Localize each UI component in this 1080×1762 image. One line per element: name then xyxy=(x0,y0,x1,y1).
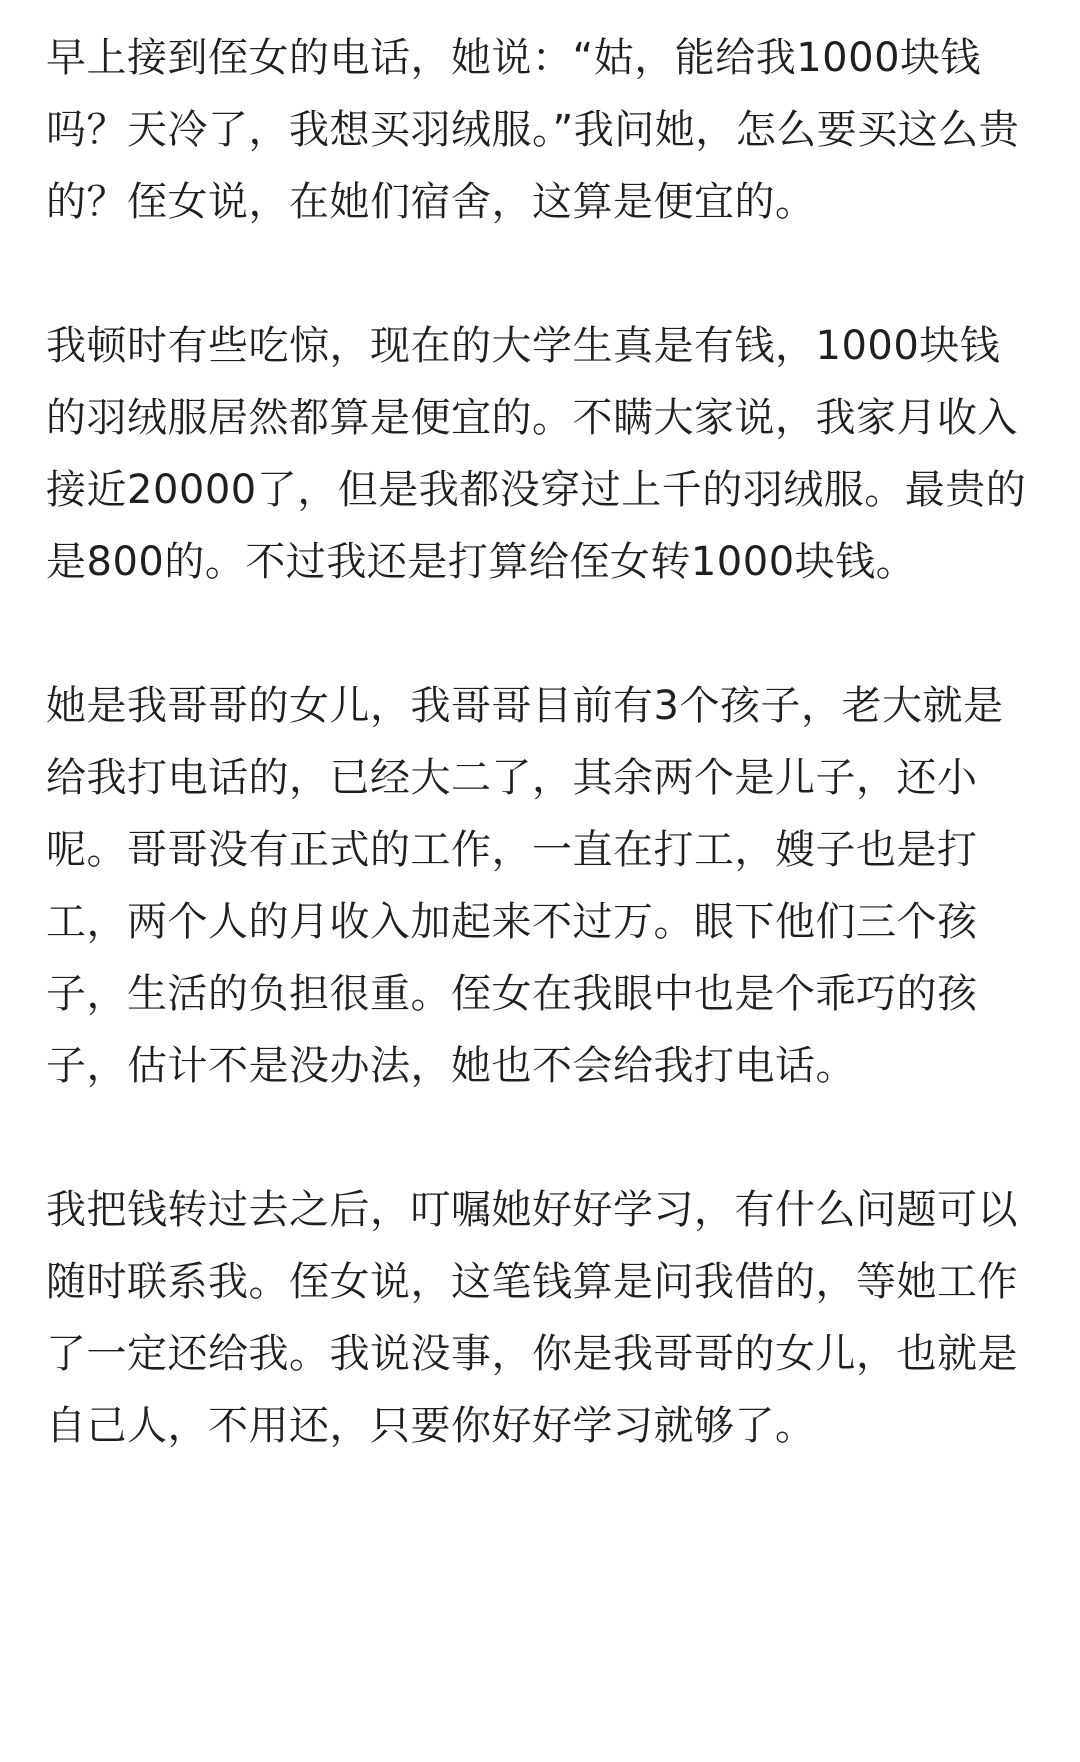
article-body xyxy=(46,22,1036,1462)
paragraph-3: 她是我哥哥的女儿，我哥哥目前有3个孩子，老大就是给我打电话的，已经大二了，其余两个是儿子，还小呢。哥哥没有正式的工作，一直在打工，嫂子也是打工，两个人的月收入加起来不过万。眼下他们三个孩子，生活的负担很重。侄女在我眼中也是个乖巧的孩子，估计不是没办法，她也不会给我打电话。 xyxy=(46,683,1004,1089)
paragraph-4: 我把钱转过去之后，叮嘱她好好学习，有什么问题可以随时联系我。侄女说，这笔钱算是问我借的，等她工作了一定还给我。我说没事，你是我哥哥的女儿，也就是自己人，不用还，只要你好好学习就够了。 xyxy=(46,1187,1018,1449)
paragraph-1: 早上接到侄女的电话，她说：“姑，能给我1000块钱吗？天冷了，我想买羽绒服。”我问她，怎么要买这么贵的？侄女说，在她们宿舍，这算是便宜的。 xyxy=(46,35,1020,225)
paragraph-2: 我顿时有些吃惊，现在的大学生真是有钱，1000块钱的羽绒服居然都算是便宜的。不瞒大家说，我家月收入接近20000了，但是我都没穿过上千的羽绒服。最贵的是800的。不过我还是打算给侄女转1000块钱。 xyxy=(46,323,1027,585)
